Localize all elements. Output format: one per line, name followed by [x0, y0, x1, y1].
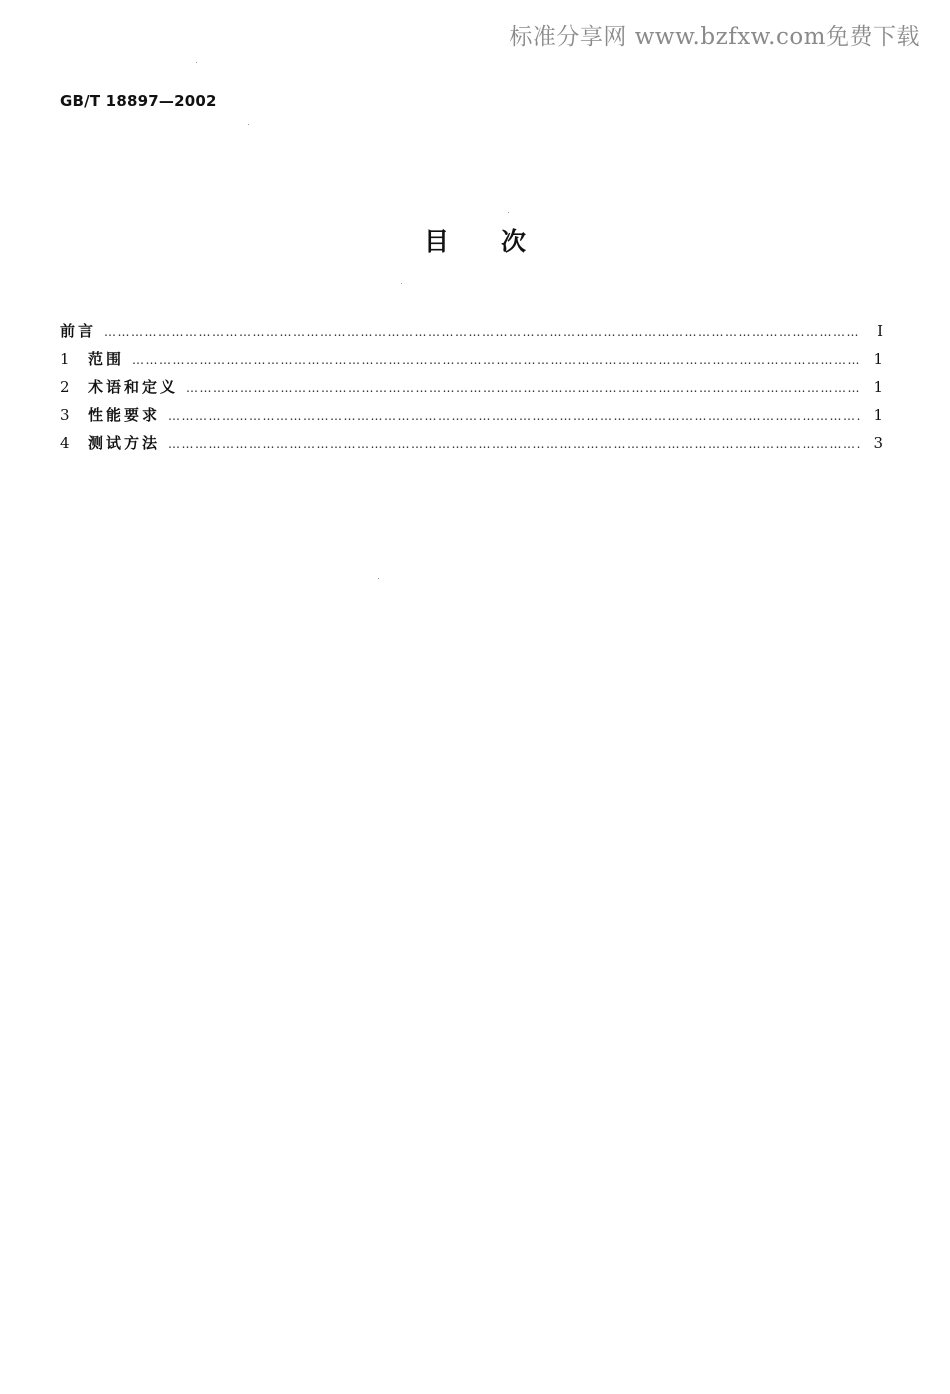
- scan-speck: [401, 283, 402, 284]
- watermark: 标准分享网 www.bzfxw.com免费下载: [509, 24, 920, 50]
- toc-entry-number: 1: [60, 350, 70, 368]
- toc-entry-label: 术语和定义: [88, 378, 179, 396]
- scan-speck: [196, 62, 197, 63]
- toc-entry-label: 前言: [60, 322, 97, 340]
- toc-entry-label: 范围: [88, 350, 125, 368]
- toc-entry-requirements: [60, 404, 883, 432]
- toc-entry-page: 1: [873, 378, 883, 396]
- toc-dot-leader: [168, 437, 861, 451]
- toc-dot-leader: [168, 409, 861, 423]
- toc-entry-terms: [60, 376, 883, 404]
- toc-entry-number: 3: [60, 406, 70, 424]
- toc-entry-number: 2: [60, 378, 70, 396]
- toc-dot-leader: [104, 325, 861, 339]
- toc-entry-page: 1: [873, 406, 883, 424]
- toc-entry-label: 测试方法: [88, 434, 161, 452]
- toc-entry-scope: [60, 348, 883, 376]
- toc-entry-page: 1: [873, 350, 883, 368]
- scan-speck: [508, 212, 509, 213]
- toc-dot-leader: [132, 353, 861, 367]
- table-of-contents: [60, 320, 883, 460]
- toc-entry-label: 性能要求: [88, 406, 161, 424]
- scan-speck: [248, 124, 249, 125]
- page-title: 目次: [423, 227, 578, 256]
- toc-entry-number: 4: [60, 434, 70, 452]
- toc-entry-page: 3: [873, 434, 883, 452]
- toc-entry-foreword: [60, 320, 883, 348]
- toc-entry-page: I: [877, 322, 883, 340]
- toc-dot-leader: [186, 381, 861, 395]
- toc-entry-test-methods: [60, 432, 883, 460]
- standard-code: GB/T 18897—2002: [60, 92, 217, 110]
- scan-speck: [378, 578, 379, 579]
